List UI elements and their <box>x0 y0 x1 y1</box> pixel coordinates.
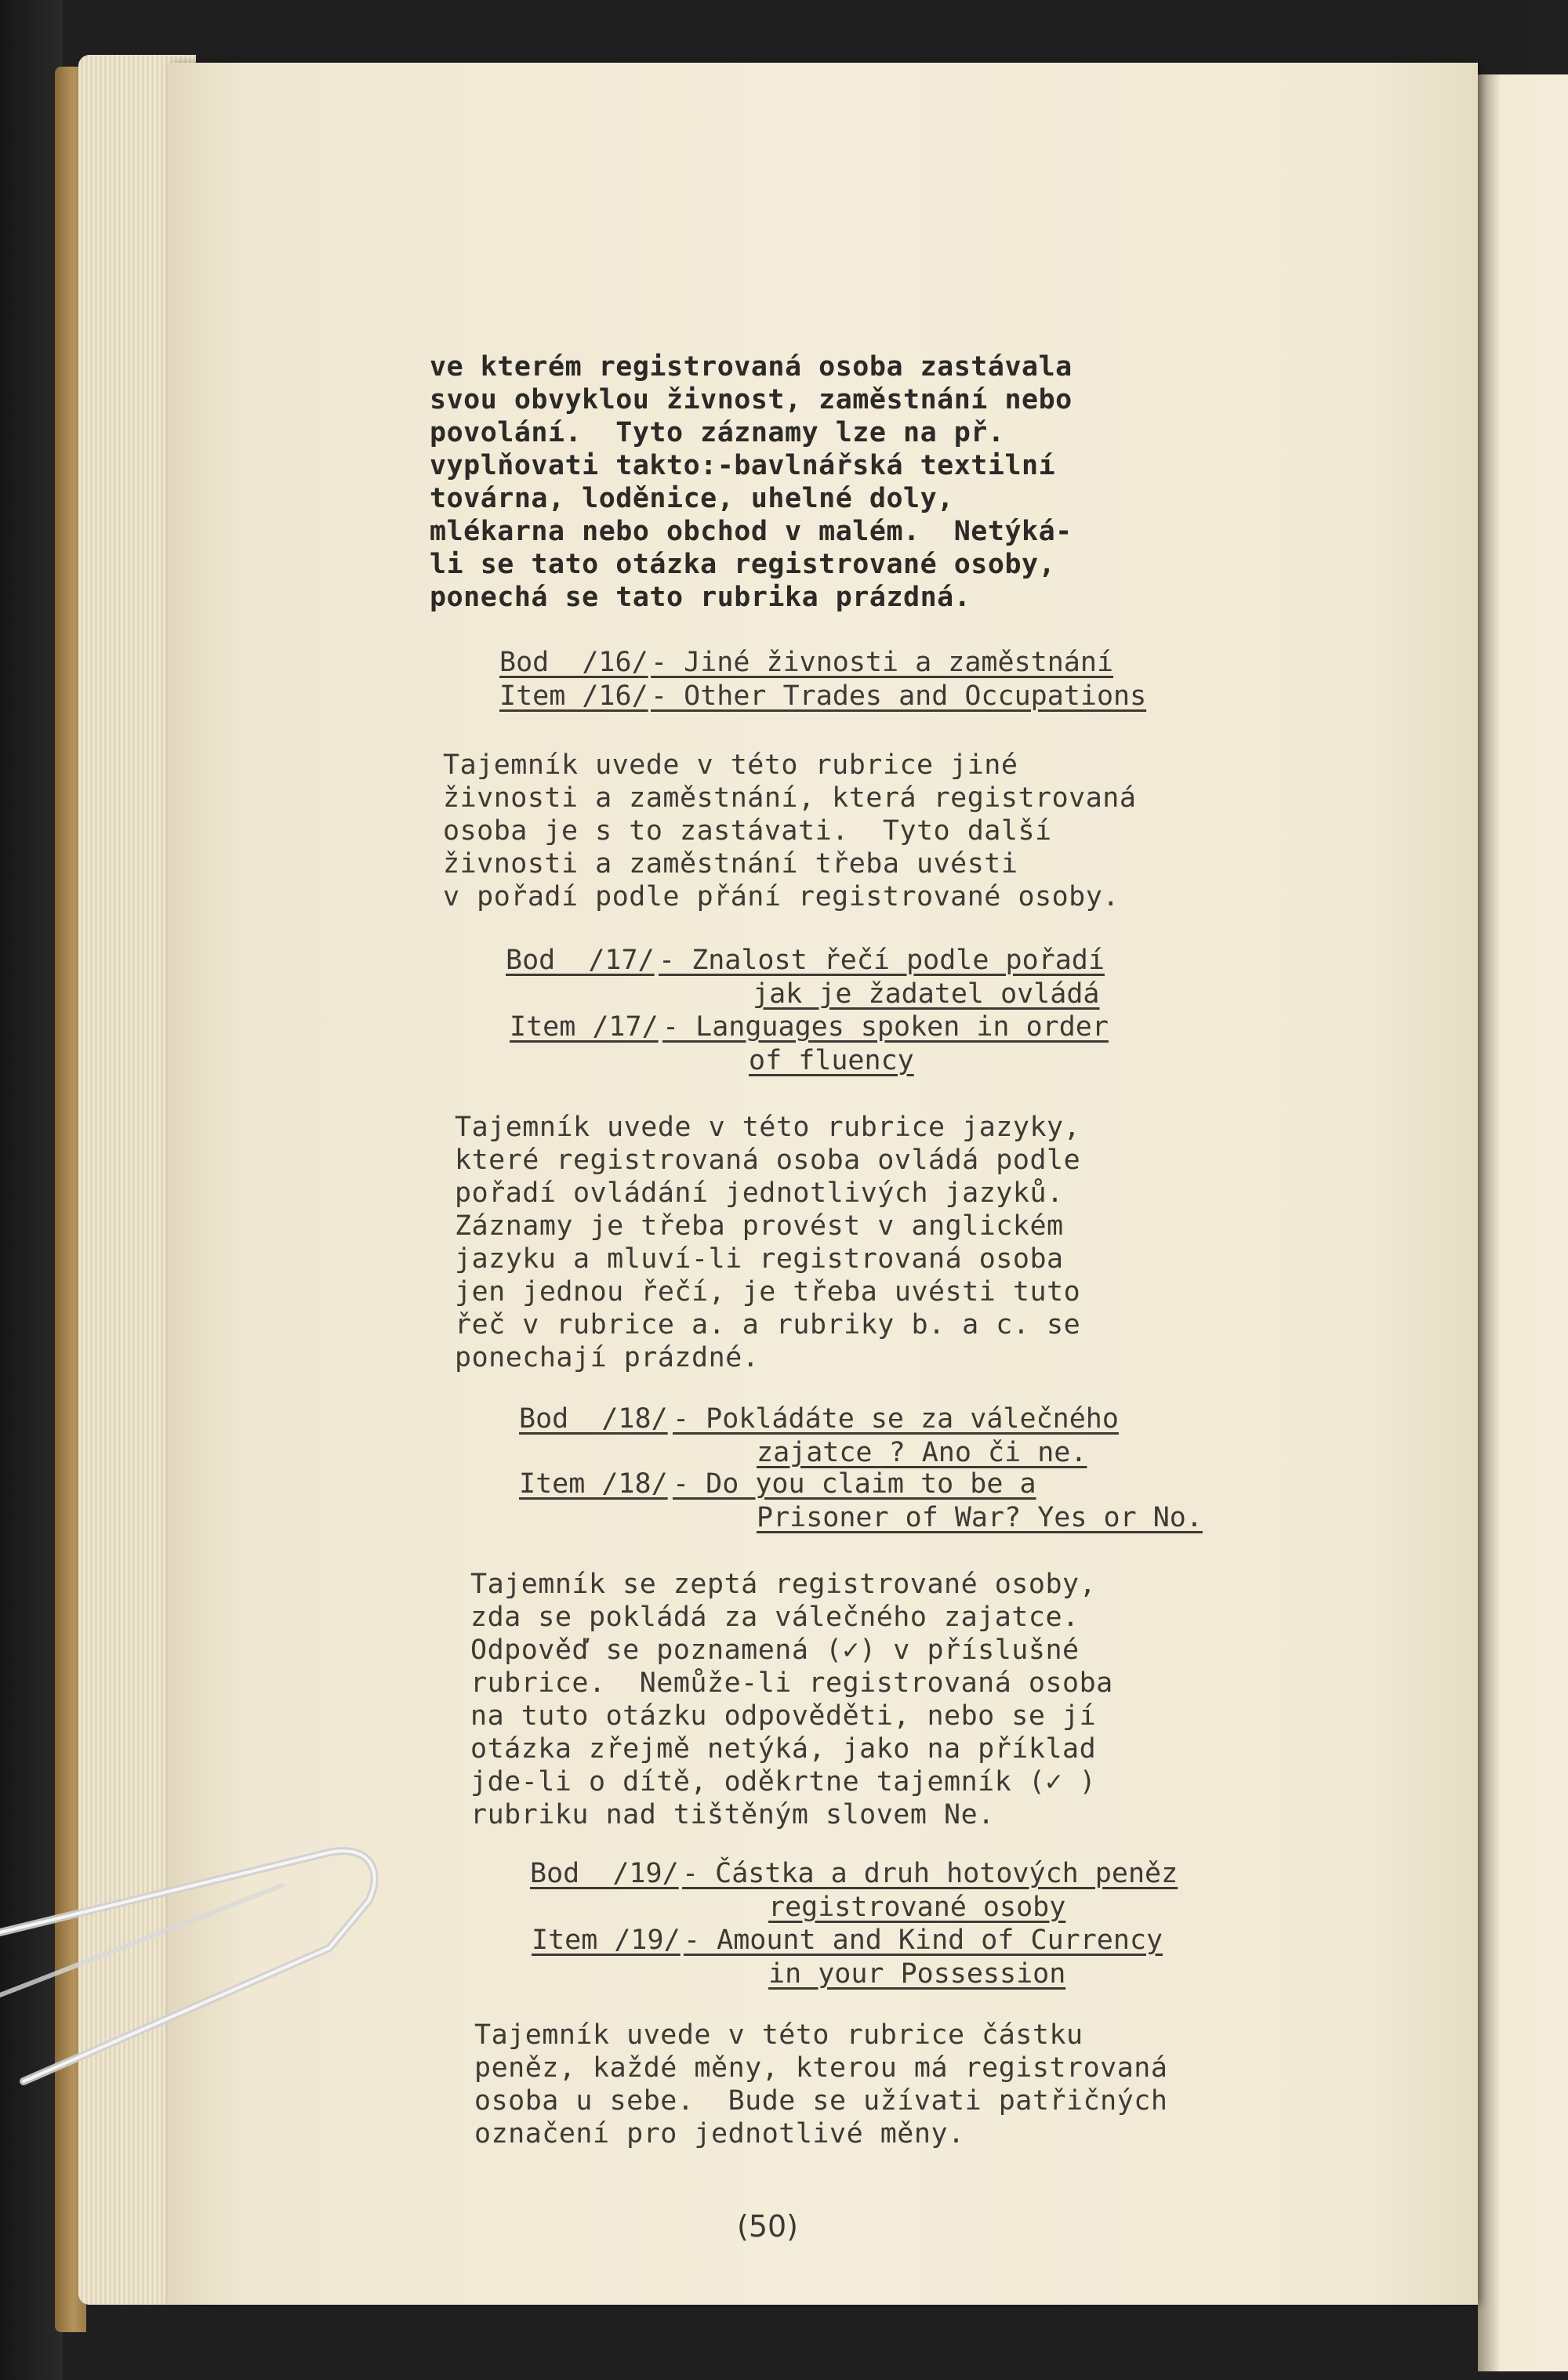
heading-bod-16-label: Bod /16/ <box>499 647 648 678</box>
heading-item-17-text: - Languages spoken in order <box>662 1011 1109 1043</box>
heading-item-17-text-line2: of fluency <box>749 1045 914 1076</box>
background-top-right <box>1529 0 1568 74</box>
paragraph-prisoner-of-war: Tajemník se zeptá registrované osoby, zda se pokládá za válečného zajatce. Odpověď se poznamená (✓) v příslušné rubrice. Nemůže-li registrovaná osoba na tuto otázku odpověděti, nebo se jí otázka zřejmě netýká, jako na příklad jde-li o dítě, oděkrtne tajemník (✓ ) rubriku nad tištěným slovem Ne. <box>470 1569 1113 1830</box>
heading-bod-17-text: - Znalost řečí podle pořadí <box>659 945 1105 976</box>
heading-bod-18-label: Bod /18/ <box>519 1403 668 1435</box>
heading-bod-19-text: - Částka a druh hotových peněz <box>682 1858 1178 1889</box>
heading-bod-19-label: Bod /19/ <box>530 1858 679 1889</box>
heading-bod-18-text-line2: zajatce ? Ano či ne. <box>757 1437 1087 1468</box>
heading-bod-17-text-line2: jak je žadatel ovládá <box>753 978 1100 1010</box>
heading-item-19-label: Item /19/ <box>532 1925 681 1956</box>
heading-item-17-label: Item /17/ <box>510 1011 659 1043</box>
heading-item-19-text: - Amount and Kind of Currency <box>684 1925 1163 1956</box>
page-number: (50) <box>737 2209 799 2244</box>
paper-clip-icon <box>0 1838 392 2097</box>
heading-item-16-text: - Other Trades and Occupations <box>651 680 1147 712</box>
heading-item-18-label: Item /18/ <box>519 1468 668 1500</box>
paragraph-other-trades: Tajemník uvede v této rubrice jiné živnosti a zaměstnání, která registrovaná osoba je s to zastávati. Tyto další živnosti a zaměstnání třeba uvésti v pořadí podle přání registrované osoby. <box>443 749 1137 912</box>
paragraph-currency: Tajemník uvede v této rubrice částku peněz, každé měny, kterou má registrovaná osoba u sebe. Bude se užívati patřičných označení pro jednotlivé měny. <box>474 2019 1168 2150</box>
heading-bod-19-text-line2: registrované osoby <box>768 1892 1066 1923</box>
heading-item-19-text-line2: in your Possession <box>768 1958 1066 1990</box>
paragraph-occupation-continued: ve kterém registrovaná osoba zastávala svou obvyklou živnost, zaměstnání nebo povolání. Tyto záznamy lze na př. vyplňovati takto:-bavlnářská textilní továrna, loděnice, uhelné doly, mlékarna nebo obchod v malém. Netýká- li se tato otázka registrované osoby, ponechá se tato rubrika prázdná. <box>430 351 1073 613</box>
paragraph-languages: Tajemník uvede v této rubrice jazyky, které registrovaná osoba ovládá podle pořadí ovládání jednotlivých jazyků. Záznamy je třeba provést v anglickém jazyku a mluví-li registrovaná osoba jen jednou řečí, je třeba uvésti tuto řeč v rubrice a. a rubriky b. a c. se ponechají prázdné. <box>455 1112 1081 1373</box>
heading-bod-18-text: - Pokládáte se za válečného <box>673 1403 1119 1435</box>
heading-item-18-text-line2: Prisoner of War? Yes or No. <box>757 1502 1203 1533</box>
next-page-edge <box>1478 74 1568 2371</box>
heading-bod-16-text: - Jiné živnosti a zaměstnání <box>651 647 1114 678</box>
heading-item-18-text: - Do you claim to be a <box>673 1468 1036 1500</box>
heading-bod-17-label: Bod /17/ <box>506 945 655 976</box>
heading-item-16-label: Item /16/ <box>499 680 648 712</box>
